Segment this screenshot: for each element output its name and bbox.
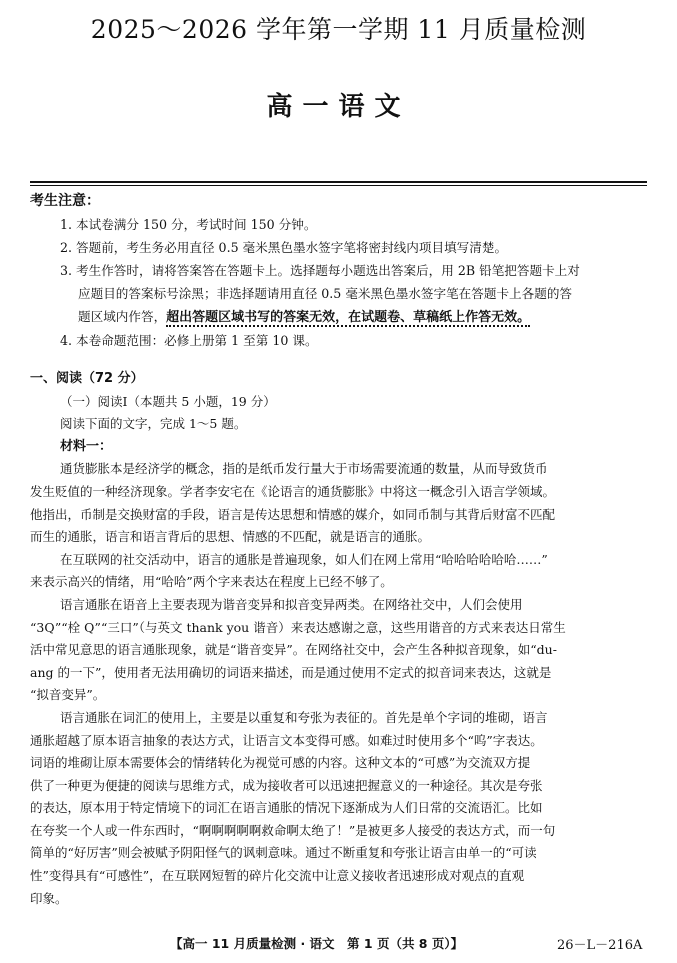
section-heading: 一、阅读（72 分）	[30, 371, 144, 386]
passage-line: 通胀超越了原本语言抽象的表达方式，让语言文本变得可感。如难过时使用多个“呜”字表达。	[30, 732, 543, 748]
passage-line: 语言通胀在语音上主要表现为谐音变异和拟音变异两类。在网络社交中，人们会使用	[60, 596, 523, 612]
instruction: 阅读下面的文字，完成 1～5 题。	[60, 416, 247, 432]
divider-thick	[30, 181, 647, 183]
notice-item: 3. 考生作答时，请将答案答在答题卡上。选择题每小题选出答案后，用 2B 铅笔把答题卡上对	[60, 263, 580, 278]
notice-item-line	[30, 305, 650, 329]
passage-line: 发生贬值的一种经济现象。学者李安宅在《论语言的通货膨胀》中将这一概念引入语言学领域。	[30, 483, 556, 499]
notice-item: 1. 本试卷满分 150 分，考试时间 150 分钟。	[60, 217, 317, 232]
passage-line: 活中常见意思的语言通胀现象，就是“谐音变异”。在网络社交中，会产生各种拟音现象，如“du-	[30, 642, 557, 658]
divider-thin	[30, 185, 647, 186]
passage	[30, 458, 650, 910]
passage-line: 在夸奖一个人或一件东西时，“啊啊啊啊啊救命啊太绝了！”是被更多人接受的表达方式，而一句	[30, 822, 556, 838]
passage-line: 而生的通胀，语言和语言背后的思想、情感的不匹配，就是语言的通胀。	[30, 529, 431, 545]
notice-item: 应题目的答案标号涂黑；非选择题请用直径 0.5 毫米黑色墨水签字笔在答题卡上各题的答	[78, 286, 573, 301]
notice-item: 4. 本卷命题范围：必修上册第 1 至第 10 课。	[60, 333, 318, 348]
passage-line: “3Q”“栓 Q”“三口”（与英文 thank you 谐音）来表达感谢之意，这些用谐音的方式来表达日常生	[30, 619, 566, 635]
passage-line: 词语的堆砌让原本需要体会的情绪转化为视觉可感的内容。这种文本的“可感”为交流双方提	[30, 755, 531, 771]
passage-line: 在互联网的社交活动中，语言的通胀是普遍现象，如人们在网上常用“哈哈哈哈哈哈……”	[60, 551, 548, 567]
footer-code: 26－L－216A	[557, 938, 643, 953]
passage-line: 通货膨胀本是经济学的概念，指的是纸币发行量大于市场需要流通的数量，从而导致货币	[60, 461, 548, 477]
passage-line: ang 的一下”，使用者无法用确切的词语来描述，而是通过使用不定式的拟音词来表达，这就是	[30, 664, 552, 680]
notice-warning: 超出答题区域书写的答案无效，在试题卷、草稿纸上作答无效。	[166, 310, 531, 325]
subject-title: 高一语文	[266, 92, 411, 122]
passage-line: “拟音变异”。	[30, 687, 106, 703]
passage-line: 他指出，币制是交换财富的手段，语言是传达思想和情感的媒介，如同币制与其背后财富不匹配	[30, 506, 556, 522]
passage-line: 来表示高兴的情绪，用“哈哈”两个字来表达在程度上已经不够了。	[30, 574, 393, 590]
footer-page-info: 【高一 11 月质量检测 · 语文 第 1 页（共 8 页）】	[170, 936, 464, 951]
passage-line: 语言通胀在词汇的使用上，主要是以重复和夸张为表征的。首先是单个字词的堆砌，语言	[60, 709, 548, 725]
sub-section-heading: （一）阅读Ⅰ（本题共 5 小题，19 分）	[60, 393, 276, 409]
passage-line: 供了一种更为便捷的阅读与思维方式，成为接收者可以迅速把握意义的一种途径。其次是夸张	[30, 777, 543, 793]
material-label: 材料一：	[60, 438, 113, 454]
candidate-notice	[30, 190, 650, 352]
notice-item-text: 题区域内作答，	[78, 309, 167, 324]
notice-title: 考生注意：	[30, 193, 100, 209]
passage-line: 性”变得具有“可感性”，在互联网短暂的碎片化交流中让意义接收者迅速形成对观点的直观	[30, 868, 525, 884]
passage-line: 简单的“好厉害”则会被赋予阴阳怪气的讽刺意味。通过不断重复和夸张让语言由单一的“可读	[30, 845, 537, 861]
passage-line: 的表达，原本用于特定情境下的词汇在语言通胀的情况下逐渐成为人们日常的交流语汇。比如	[30, 800, 543, 816]
passage-line: 印象。	[30, 890, 68, 906]
notice-item: 2. 答题前，考生务必用直径 0.5 毫米黑色墨水签字笔将密封线内项目填写清楚。	[60, 240, 508, 255]
exam-title: 2025～2026 学年第一学期 11 月质量检测	[90, 15, 587, 44]
reading-section	[30, 368, 650, 910]
